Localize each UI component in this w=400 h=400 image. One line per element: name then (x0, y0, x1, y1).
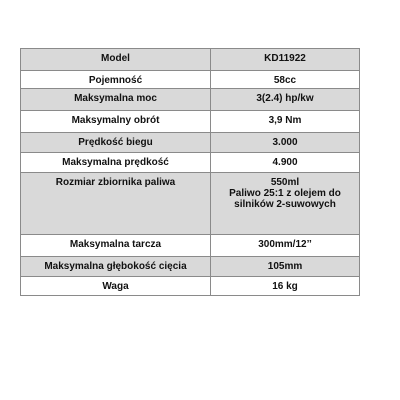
table-row (21, 235, 360, 257)
row-value: 16 kg (211, 277, 360, 296)
row-label: Maksymalna moc (21, 89, 211, 111)
row-label: Rozmiar zbiornika paliwa (21, 173, 211, 235)
row-value: 105mm (211, 257, 360, 277)
spec-table (20, 48, 360, 296)
table-row (21, 49, 360, 71)
value-line: Paliwo 25:1 z olejem do (229, 188, 341, 199)
table-row (21, 153, 360, 173)
row-value: 3(2.4) hp/kw (211, 89, 360, 111)
value-line: silników 2-suwowych (234, 199, 336, 210)
table-row (21, 111, 360, 133)
row-label: Maksymalna tarcza (21, 235, 211, 257)
row-value-multiline (211, 173, 360, 235)
row-value: 4.900 (211, 153, 360, 173)
table-row (21, 277, 360, 296)
row-label: Maksymalny obrót (21, 111, 211, 133)
row-label: Maksymalna prędkość (21, 153, 211, 173)
row-label: Maksymalna głębokość cięcia (21, 257, 211, 277)
table-row (21, 133, 360, 153)
row-value: 58cc (211, 71, 360, 89)
row-label: Pojemność (21, 71, 211, 89)
table-row (21, 89, 360, 111)
table-row (21, 71, 360, 89)
row-value: 3.000 (211, 133, 360, 153)
row-value: KD11922 (211, 49, 360, 71)
row-label: Model (21, 49, 211, 71)
table-row (21, 257, 360, 277)
row-value: 300mm/12’’ (211, 235, 360, 257)
row-label: Waga (21, 277, 211, 296)
row-value: 3,9 Nm (211, 111, 360, 133)
row-label: Prędkość biegu (21, 133, 211, 153)
table-row (21, 173, 360, 235)
value-line: 550ml (270, 177, 300, 188)
